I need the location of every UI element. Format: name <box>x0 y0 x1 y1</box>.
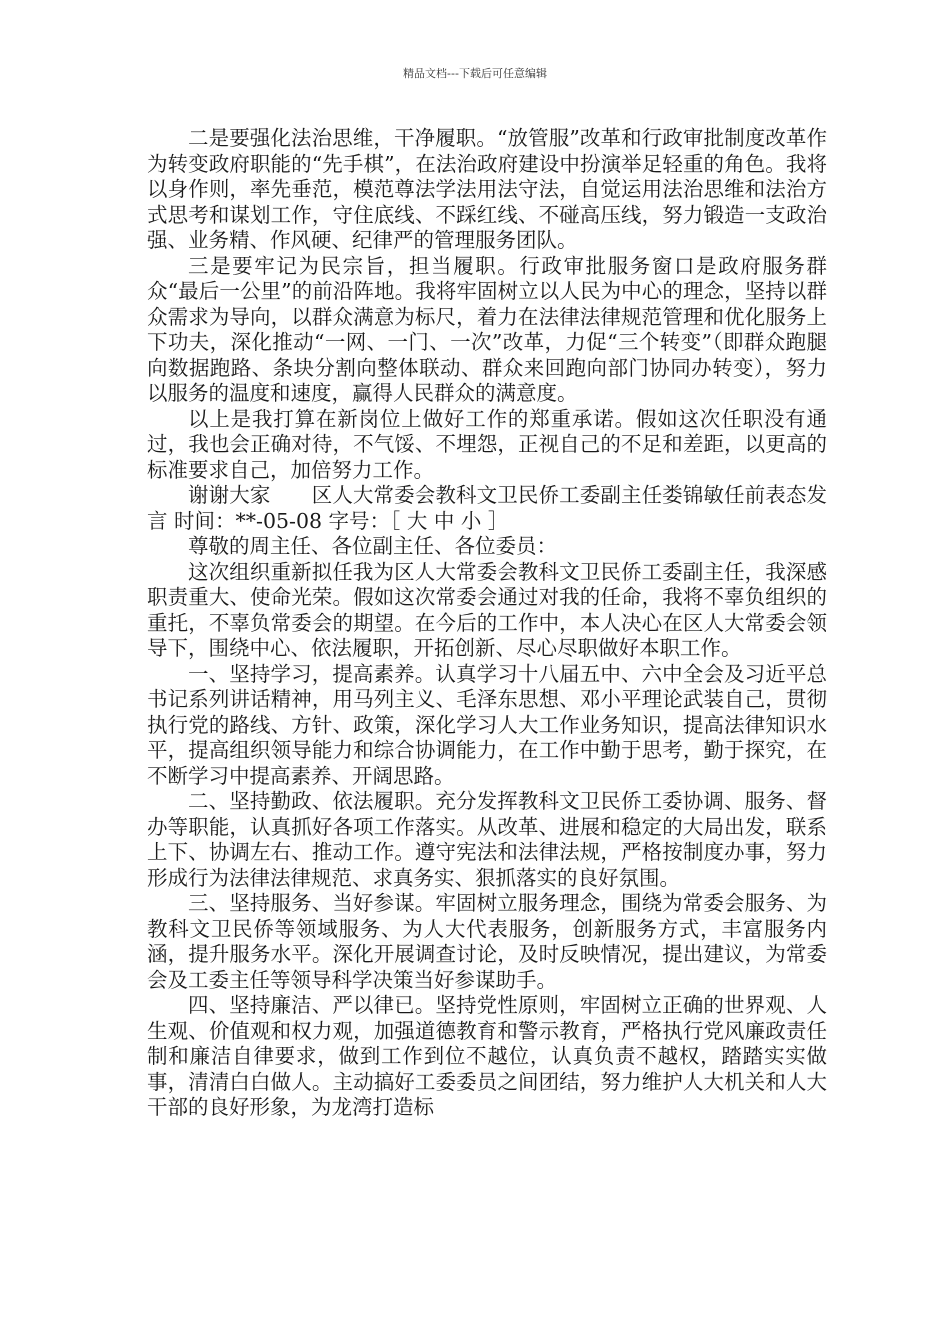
paragraph-commitment: 以上是我打算在新岗位上做好工作的郑重承诺。假如这次任职没有通过，我也会正确对待，不气馁、不埋怨，正视自己的不足和差距，以更高的标准要求自己，加倍努力工作。 <box>147 406 827 482</box>
paragraph-point-three: 三、坚持服务、当好参谋。牢固树立服务理念，围绕为常委会服务、为教科文卫民侨等领域服务、为人大代表服务，创新服务方式，丰富服务内涵，提升服务水平。深化开展调查讨论，及时反映情况，提出建议，为常委会及工委主任等领导科学决策当好参谋助手。 <box>147 891 827 992</box>
paragraph-rule-of-law: 二是要强化法治思维，干净履职。“放管服”改革和行政审批制度改革作为转变政府职能的“先手棋”，在法治政府建设中扮演举足轻重的角色。我将以身作则，率先垂范，模范尊法学法用法守法，自觉运用法治思维和法治方式思考和谋划工作，守住底线、不踩红线、不碰高压线，努力锻造一支政治强、业务精、作风硬、纪律严的管理服务团队。 <box>147 126 827 252</box>
paragraph-point-one: 一、坚持学习，提高素养。认真学习十八届五中、六中全会及习近平总书记系列讲话精神，用马列主义、毛泽东思想、邓小平理论武装自己，贯彻执行党的路线、方针、政策，深化学习人大工作业务知识，提高法律知识水平，提高组织领导能力和综合协调能力，在工作中勤于思考，勤于探究，在不断学习中提高素养、开阔思路。 <box>147 661 827 788</box>
paragraph-salutation: 尊敬的周主任、各位副主任、各位委员： <box>188 534 557 558</box>
paragraph-thanks-and-title: 谢谢大家 区人大常委会教科文卫民侨工委副主任娄锦敏任前表态发言 时间：**-05-08 字号：［ 大 中 小 ］ <box>147 483 827 533</box>
paragraph-serve-people: 三是要牢记为民宗旨，担当履职。行政审批服务窗口是政府服务群众“最后一公里”的前沿阵地。我将牢固树立以人民为中心的理念，坚持以群众需求为导向，以群众满意为标尺，着力在法律法律规范管理和优化服务上下功夫，深化推动“一网、一门、一次”改革，力促“三个转变”（即群众跑腿向数据跑路、条块分割向整体联动、群众来回跑向部门协同办转变），努力以服务的温度和速度，赢得人民群众的满意度。 <box>147 253 827 405</box>
paragraph-introduction: 这次组织重新拟任我为区人大常委会教科文卫民侨工委副主任，我深感职责重大、使命光荣。假如这次常委会通过对我的任命，我将不辜负组织的重托，不辜负常委会的期望。在今后的工作中，本人决心在区人大常委会领导下，围绕中心、依法履职，开拓创新、尽心尽职做好本职工作。 <box>147 559 827 660</box>
document-body <box>147 126 827 1121</box>
paragraph-point-four: 四、坚持廉洁、严以律已。坚持党性原则，牢固树立正确的世界观、人生观、价值观和权力观，加强道德教育和警示教育，严格执行党风廉政责任制和廉洁自律要求，做到工作到位不越位，认真负责不越权，踏踏实实做事，清清白白做人。主动搞好工委委员之间团结，努力维护人大机关和人大干部的良好形象，为龙湾打造标 <box>147 993 827 1119</box>
paragraph-point-two: 二、坚持勤政、依法履职。充分发挥教科文卫民侨工委协调、服务、督办等职能，认真抓好各项工作落实。从改革、进展和稳定的大局出发，联系上下、协调左右、推动工作。遵守宪法和法律法规，严格按制度办事，努力形成行为法律法律规范、求真务实、狠抓落实的良好氛围。 <box>147 789 827 890</box>
page-header: 精品文档---下载后可任意编辑 <box>403 67 547 80</box>
